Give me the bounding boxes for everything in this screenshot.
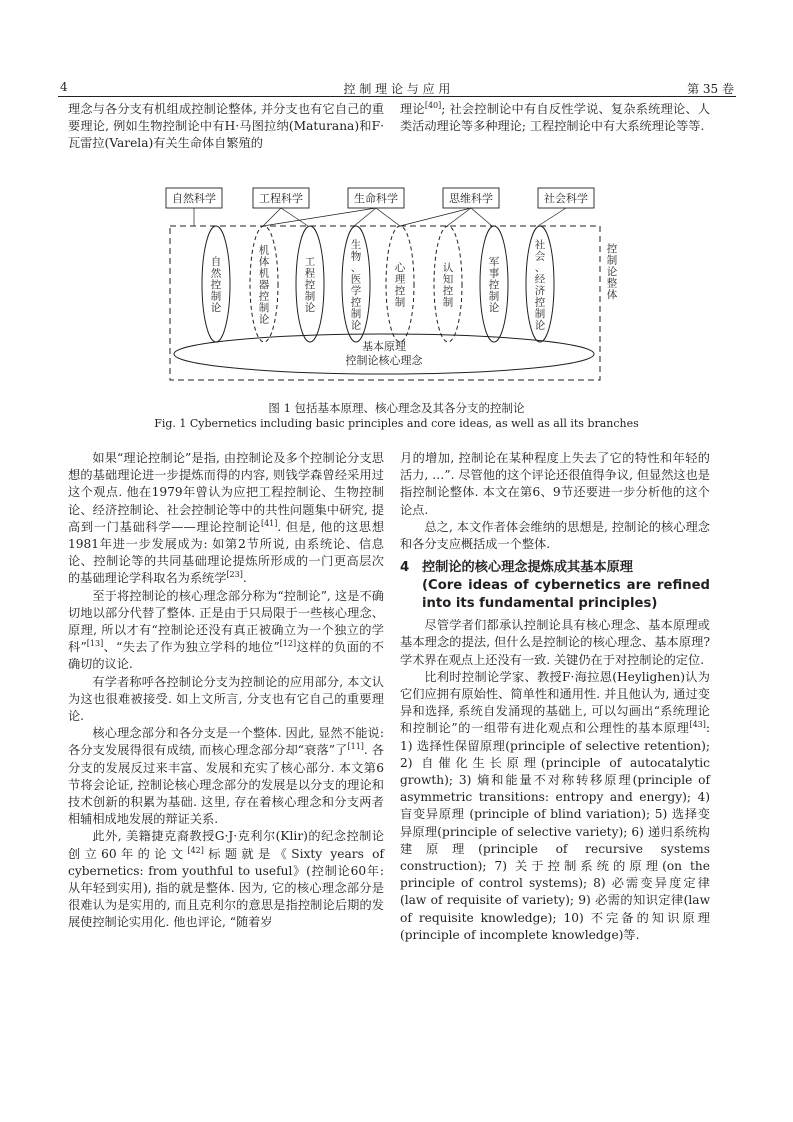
paragraph: 至于将控制论的核心理念部分称为“控制论”, 这是不确切地以部分代替了整体. 正是由于只局限于一些核心理念、原理, 所以才有“控制论还没有真正被确立为一个独立的学科”[13]、“失去了作为独立学科的地位”[12]这样的负面的不确切的议论. — [68, 588, 384, 672]
core-ideas-label: 控制论核心理念 — [345, 355, 423, 367]
svg-text:工程科学: 工程科学 — [259, 193, 303, 205]
branch-label: 军事控制论 — [488, 257, 500, 314]
paragraph: 如果“理论控制论”是指, 由控制论及多个控制论分支思想的基础理论进一步提炼而得的内容, 则钱学森曾经采用过这个观点. 他在1979年曾认为应把工程控制论、生物控制论、经济控制论、社会控制论等中的共性问题集中研究, 提高到一门基础科学——理论控制论[41]. 但是, 他的这思想1981年进一步发展成为: 如第2节所说, 由系统论、信息论、控制论等的共同基础理论提炼所形成的一门更高层次的基础理论学科取名为系统学[23]. — [68, 451, 385, 586]
section-title-cn: 控制论的核心理念提炼成其基本原理 — [422, 560, 633, 576]
svg-text:社会科学: 社会科学 — [544, 193, 588, 205]
science-box — [253, 188, 309, 208]
paragraph: 月的增加, 控制论在某种程度上失去了它的特性和年轻的活力, …”. 尽管他的这个评论还很值得争议, 但显然这也是指控制论整体. 本文在第6、9节还要进一步分析他的这个论点. — [400, 451, 710, 517]
left-column — [68, 450, 384, 932]
science-box — [443, 188, 499, 208]
svg-text:生命科学: 生命科学 — [354, 193, 398, 205]
citation[interactable]: [43] — [689, 720, 706, 730]
right-column — [400, 450, 710, 944]
branch-label: 生物、医学控制论 — [350, 239, 362, 332]
paragraph: 核心理念部分和各分支是一个整体. 因此, 显然不能说: 各分支发展得很有成绩, 而核心理念部分却“衰落”了[11]. 各分支的发展反过来丰富、发展和充实了核心部分. 本文第6节将会论证, 控制论核心理念部分的发展是以分支的理论和技术创新的积累为基础. 这里, 存在着核心理念和分支两者相辅相成地发展的辩证关系. — [68, 726, 384, 827]
core-ideas-ellipse — [174, 334, 594, 374]
science-box — [348, 188, 404, 208]
paragraph: 总之, 本文作者体会维纳的思想是, 控制论的核心理念和各分支应概括成一个整体. — [400, 519, 710, 552]
svg-text:思维科学: 思维科学 — [449, 193, 493, 205]
citation[interactable]: [41] — [260, 518, 278, 528]
running-header — [58, 80, 736, 97]
connector-lines — [194, 208, 566, 226]
cybernetics-whole-label — [607, 242, 618, 301]
section-number: 4 — [400, 560, 410, 576]
figure-cybernetics-diagram — [160, 182, 628, 402]
whole-label-text: 控制论整体 — [606, 244, 618, 301]
paragraph: 有学者称呼各控制论分支为控制论的应用部分, 本文认为这也很难被接受. 如上文所言, 分支也有它自己的重要理论. — [68, 674, 384, 724]
citation[interactable]: [40] — [424, 100, 442, 110]
base-principles-label: 基本原理 — [362, 341, 406, 353]
figure-caption-cn: 图 1 包括基本原理、核心理念及其各分支的控制论 — [268, 401, 525, 415]
section-title-en: (Core ideas of cybernetics are refined into its fundamental principles) — [422, 578, 710, 612]
top-right-text — [400, 101, 710, 135]
svg-text:自然科学: 自然科学 — [172, 193, 216, 205]
paragraph: 此外, 美籍捷克裔教授G·J·克利尔(Klir)的纪念控制论创立60年的论文[42]标题就是《Sixty years of cybernetics: from youthful to useful》(控制论60年: 从年轻到实用), 指的就是整体. 因为, 它的核心理念部分是很难认为是实用的, 而且克利尔的意思是指控制论后期的发展使控制论实用化. 他也评论, “随着岁 — [68, 829, 384, 930]
science-box — [166, 188, 222, 208]
branch-labels — [211, 238, 546, 331]
journal-title: 控 制 理 论 与 应 用 — [343, 82, 451, 96]
citation[interactable]: [13] — [86, 639, 104, 649]
paragraph: 理念与各分支有机组成控制论整体, 并分支也有它自己的重要理论, 例如生物控制论中有H·马图拉纳(Maturana)和F·瓦雷拉(Varela)有关生命体自繁殖的 — [68, 102, 384, 151]
top-left-text — [68, 101, 384, 153]
branch-label: 自然控制论 — [210, 257, 222, 314]
science-box — [538, 188, 594, 208]
citation[interactable]: [12] — [279, 639, 297, 649]
branch-label: 工程控制论 — [304, 257, 316, 314]
paragraph: 尽管学者们都承认控制论具有核心理念、基本原理或基本理念的提法, 但什么是控制论的核心理念、基本原理? 学术界在观点上还没有一致. 关键仍在于对控制论的定位. — [400, 618, 710, 667]
citation[interactable]: [42] — [187, 845, 204, 855]
branch-label: 心理控制 — [394, 262, 406, 309]
branch-label: 机体机器控制论 — [258, 245, 270, 326]
paragraph: 理论[40]; 社会控制论中有自反性学说、复杂系统理论、人类活动理论等多种理论; 工程控制论中有大系统理论等等. — [400, 100, 711, 134]
figure-caption-en: Fig. 1 Cybernetics including basic principles and core ideas, as well as all its branches — [154, 417, 639, 430]
paragraph: 比利时控制论学家、教授F·海拉恩(Heylighen)认为它们应拥有原始性、简单性和通用性. 并且他认为, 通过变异和选择, 系统自发涌现的基础上, 可以勾画出“系统理论和控制论”的一组带有进化观点和公理性的基本原理[43]: 1) 选择性保留原理(principle of selective retention); 2) 自催化生长原理(principle of autocatalytic growth); 3) 熵和能量不对称转移原理(principle of asymmetric transitions: entropy and energy); 4) 盲变异原理 (principle of blind variation); 5) 选择变异原理(principle of selective variety); 6) 递归系统构建原理(principle of recursive systems construction); 7) 关于控制系统的原理(on the principle of control systems); 8) 必需变异度定律(law of requisite of variety); 9) 必需的知识定律(law of requisite knowledge); 10) 不完备的知识原理(principle of incomplete knowledge)等. — [400, 669, 710, 942]
citation[interactable]: [11] — [347, 742, 364, 752]
volume-label: 第 35 卷 — [687, 82, 734, 96]
branch-label: 认知控制 — [442, 262, 454, 309]
page-number: 4 — [60, 80, 68, 94]
citation[interactable]: [23] — [226, 570, 243, 580]
section-heading — [400, 559, 710, 613]
branch-label: 社会、经济控制论 — [534, 239, 546, 332]
